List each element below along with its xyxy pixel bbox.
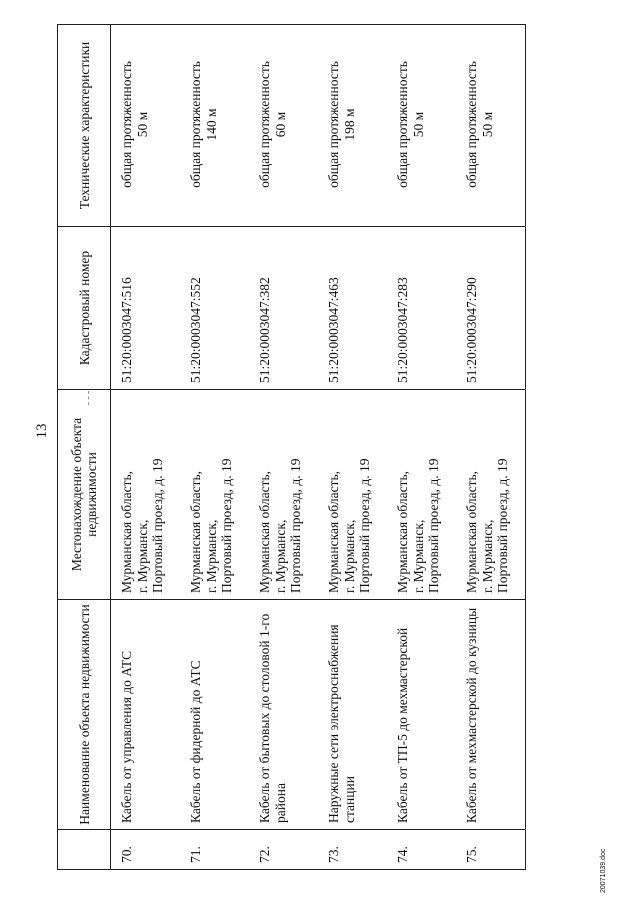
- object-address-line: Мурманская область,: [326, 471, 341, 593]
- object-address-line: Портовый проезд, д. 19: [150, 458, 165, 593]
- footer-filename: 20071039.doc: [600, 848, 607, 893]
- technical-specs-line: общая протяженность: [464, 61, 479, 188]
- object-address-line: Портовый проезд, д. 19: [288, 458, 303, 593]
- cadastral-number: 51:20:0003047:516: [111, 227, 181, 390]
- technical-specs: [318, 25, 387, 227]
- object-address: [180, 390, 249, 600]
- object-address-line: Мурманская область,: [119, 471, 134, 593]
- technical-specs-line: общая протяженность: [119, 61, 134, 188]
- technical-specs-line: 50 м: [479, 111, 495, 138]
- technical-specs-line: 50 м: [410, 111, 426, 138]
- header-specs: Технические характеристики: [58, 25, 111, 227]
- table-row: [387, 25, 456, 870]
- technical-specs: [456, 25, 526, 227]
- object-name: Кабель от фидерной до АТС: [180, 600, 249, 830]
- object-address-line: г. Мурманск,: [341, 519, 357, 593]
- technical-specs: [387, 25, 456, 227]
- object-name: Кабель от мехмастерской до кузницы: [456, 600, 526, 830]
- table-row: [318, 25, 387, 870]
- object-address-line: г. Мурманск,: [410, 519, 426, 593]
- object-address-line: Портовый проезд, д. 19: [357, 458, 372, 593]
- technical-specs-line: общая протяженность: [326, 61, 341, 188]
- object-address: [456, 390, 526, 600]
- object-name: Кабель от бытовых до столовой 1-го района: [249, 600, 318, 830]
- header-num: [58, 830, 111, 870]
- technical-specs-line: общая протяженность: [257, 61, 272, 188]
- page-number: 13: [34, 423, 50, 439]
- technical-specs-line: 60 м: [272, 111, 288, 138]
- table-row: [180, 25, 249, 870]
- object-address-line: г. Мурманск,: [272, 519, 288, 593]
- row-number: 74.: [387, 830, 456, 870]
- technical-specs-line: общая протяженность: [188, 61, 203, 188]
- object-address: [387, 390, 456, 600]
- row-number: 75.: [456, 830, 526, 870]
- object-address: [318, 390, 387, 600]
- table-header-row: [58, 25, 111, 870]
- object-address: [249, 390, 318, 600]
- object-address-line: Мурманская область,: [257, 471, 272, 593]
- row-number: 73.: [318, 830, 387, 870]
- row-number: 72.: [249, 830, 318, 870]
- object-address-line: Портовый проезд, д. 19: [495, 458, 510, 593]
- object-address-line: Портовый проезд, д. 19: [219, 458, 234, 593]
- technical-specs-line: 198 м: [341, 108, 357, 141]
- row-number: 70.: [111, 830, 181, 870]
- object-name: Кабель от управления до АТС: [111, 600, 181, 830]
- cadastral-number: 51:20:0003047:552: [180, 227, 249, 390]
- object-address-line: г. Мурманск,: [479, 519, 495, 593]
- object-name: Наружные сети электроснабжения станции: [318, 600, 387, 830]
- header-address: Местонахождение объекта недвижимости: [58, 390, 111, 600]
- object-address-line: Мурманская область,: [395, 471, 410, 593]
- cadastral-number: 51:20:0003047:382: [249, 227, 318, 390]
- row-number: 71.: [180, 830, 249, 870]
- technical-specs-line: 140 м: [203, 108, 219, 141]
- cadastral-number: 51:20:0003047:283: [387, 227, 456, 390]
- object-address-line: Портовый проезд, д. 19: [426, 458, 441, 593]
- object-address-line: г. Мурманск,: [203, 519, 219, 593]
- technical-specs: [111, 25, 181, 227]
- technical-specs: [249, 25, 318, 227]
- header-cadastral: Кадастровый номер: [58, 227, 111, 390]
- property-table: [57, 24, 526, 870]
- table-body: [111, 25, 526, 870]
- table-row: [456, 25, 526, 870]
- table-row: [111, 25, 181, 870]
- technical-specs-line: общая протяженность: [395, 61, 410, 188]
- object-address-line: Мурманская область,: [188, 471, 203, 593]
- object-address-line: г. Мурманск,: [134, 519, 150, 593]
- object-address-line: Мурманская область,: [464, 471, 479, 593]
- cadastral-number: 51:20:0003047:463: [318, 227, 387, 390]
- technical-specs-line: 50 м: [134, 111, 150, 138]
- header-name: Наименование объекта недвижимости: [58, 600, 111, 830]
- technical-specs: [180, 25, 249, 227]
- object-name: Кабель от ТП-5 до мехмастерской: [387, 600, 456, 830]
- table-row: [249, 25, 318, 870]
- object-address: [111, 390, 181, 600]
- cadastral-number: 51:20:0003047:290: [456, 227, 526, 390]
